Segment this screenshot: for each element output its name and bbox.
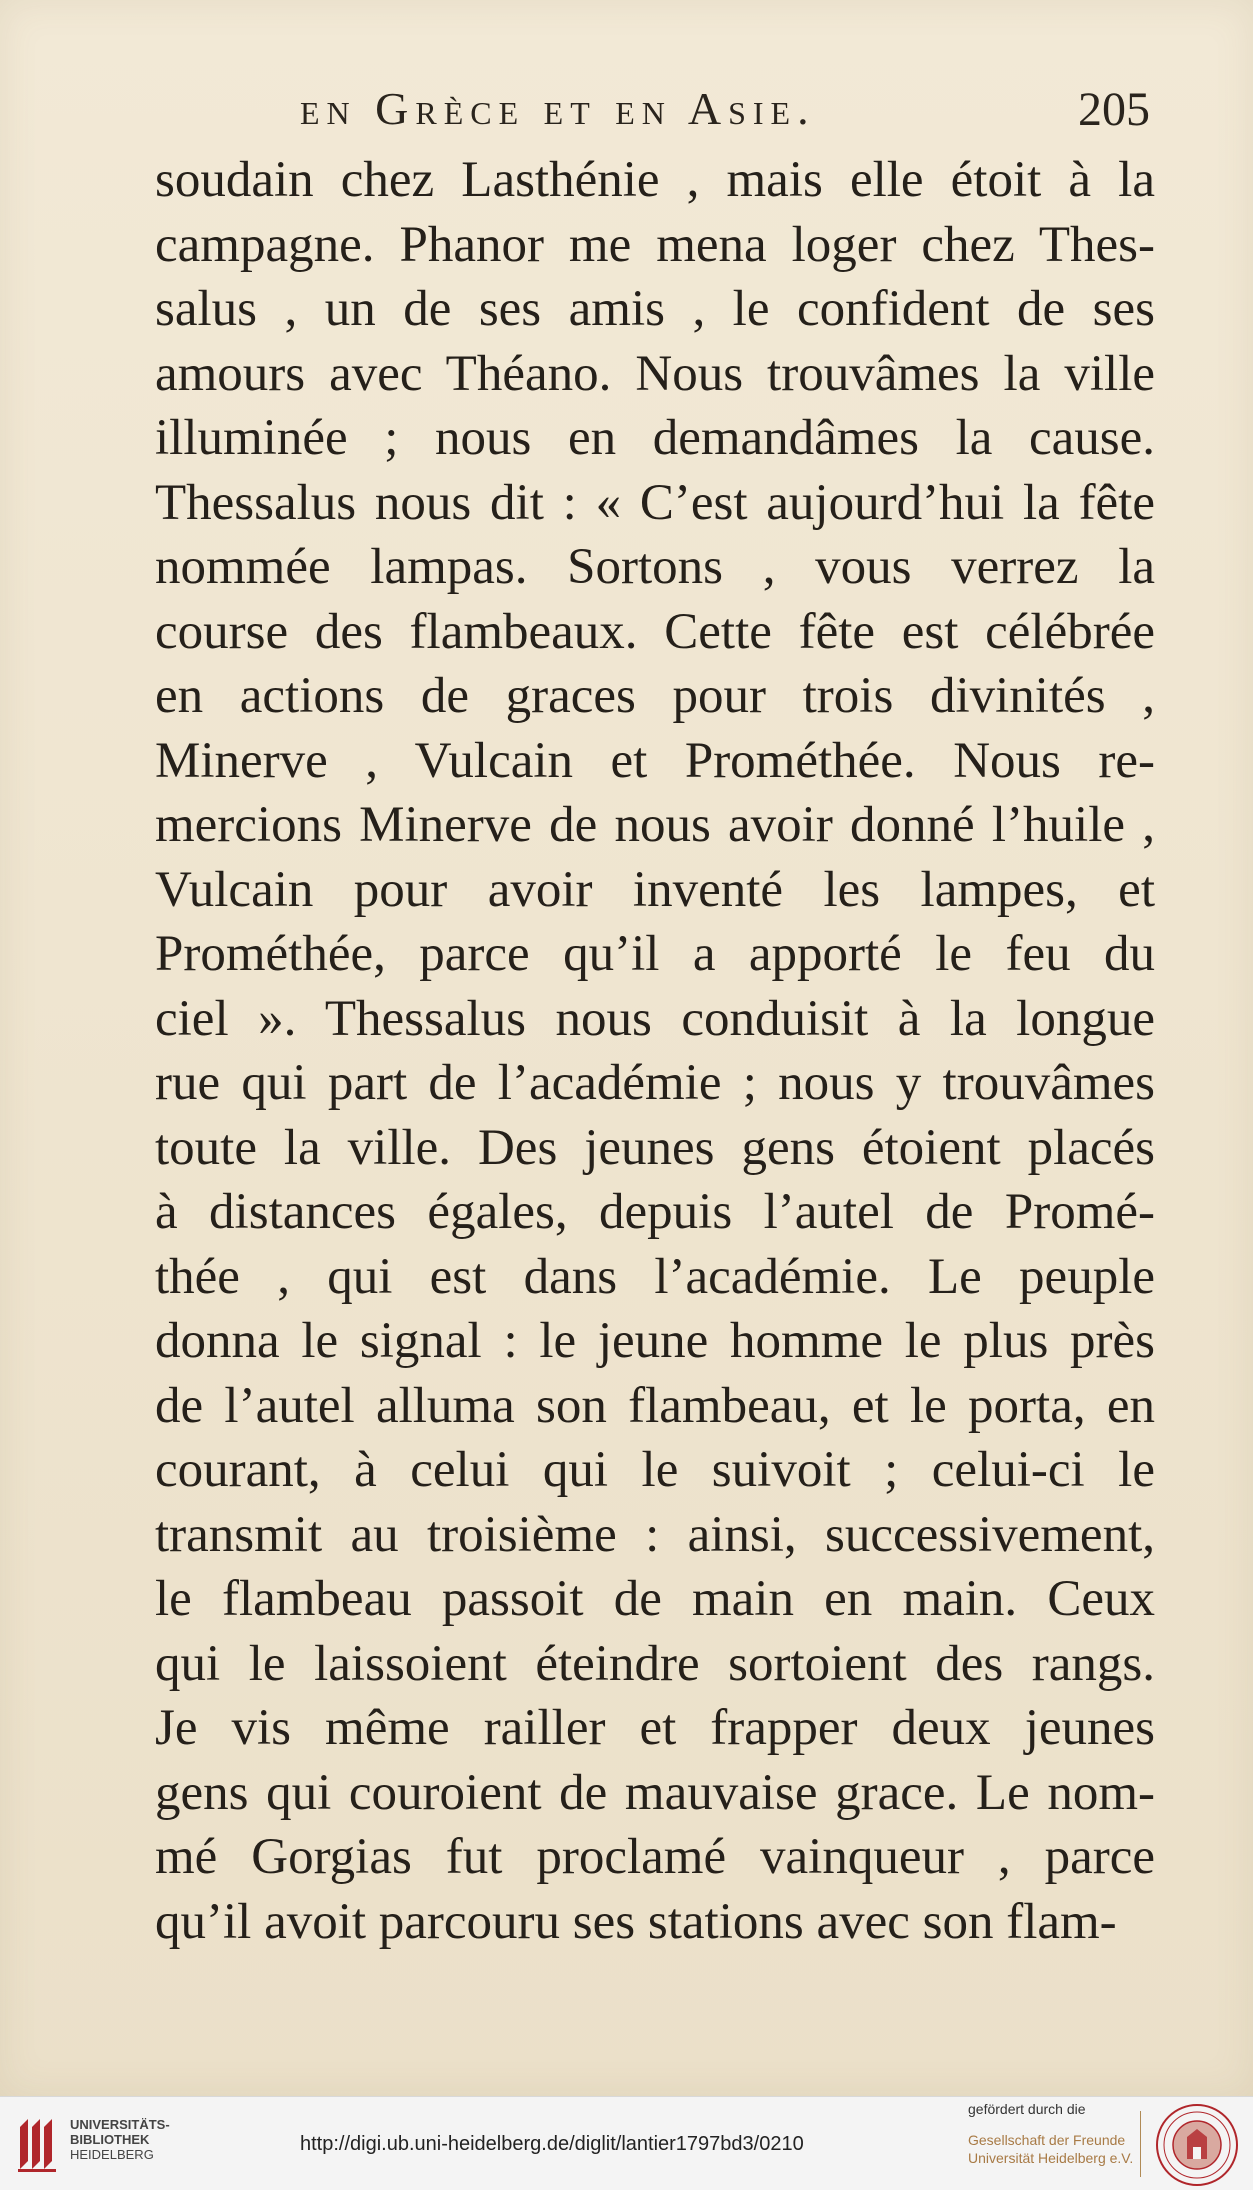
text-line: Vulcain pour avoir inventé les lampes, et bbox=[155, 861, 1155, 918]
text-line: courant, à celui qui le suivoit ; celui-ci le bbox=[155, 1442, 1155, 1498]
text-line: de l’autel alluma son flambeau, et le porta, en bbox=[155, 1377, 1155, 1434]
footer-bar bbox=[0, 2096, 1253, 2190]
text-line: toute la ville. Des jeunes gens étoient placés bbox=[155, 1119, 1155, 1176]
text-line: gens qui couroient de mauvaise grace. Le nom- bbox=[155, 1764, 1155, 1821]
text-line: salus , un de ses amis , le confident de ses bbox=[155, 281, 1155, 337]
running-head bbox=[300, 82, 1180, 142]
text-line: Je vis même railler et frapper deux jeunes bbox=[155, 1700, 1155, 1756]
page-number: 205 bbox=[1078, 83, 1150, 136]
library-logo-icon bbox=[14, 2113, 62, 2175]
sponsor-label: gefördert durch die bbox=[968, 2101, 1086, 2117]
running-head-title: en Grèce et en Asie. bbox=[300, 83, 816, 134]
library-name-line: HEIDELBERG bbox=[70, 2147, 154, 2162]
text-line: illuminée ; nous en demandâmes la cause. bbox=[155, 410, 1155, 466]
text-line: donna le signal : le jeune homme le plus près bbox=[155, 1313, 1155, 1369]
text-line: qui le laissoient éteindre sortoient des rangs. bbox=[155, 1635, 1155, 1692]
library-name-line: UNIVERSITÄTS- bbox=[70, 2117, 170, 2132]
text-line: course des flambeaux. Cette fête est célébrée bbox=[155, 603, 1155, 660]
text-line: le flambeau passoit de main en main. Ceux bbox=[155, 1571, 1155, 1627]
text-line: à distances égales, depuis l’autel de Promé- bbox=[155, 1184, 1155, 1240]
text-line: mercions Minerve de nous avoir donné l’huile , bbox=[155, 797, 1155, 853]
body-text bbox=[155, 148, 1155, 1954]
text-line: soudain chez Lasthénie , mais elle étoit à la bbox=[155, 152, 1155, 208]
text-line: amours avec Théano. Nous trouvâmes la ville bbox=[155, 345, 1155, 402]
text-line: en actions de graces pour trois divinités , bbox=[155, 668, 1155, 724]
divider bbox=[1140, 2111, 1141, 2177]
university-seal-icon bbox=[1155, 2103, 1239, 2187]
text-line: Thessalus nous dit : « C’est aujourd’hui la fête bbox=[155, 474, 1155, 531]
text-line: Prométhée, parce qu’il a apporté le feu du bbox=[155, 926, 1155, 982]
permalink-url[interactable]: http://digi.ub.uni-heidelberg.de/diglit/lantier1797bd3/0210 bbox=[300, 2133, 804, 2155]
text-line: thée , qui est dans l’académie. Le peuple bbox=[155, 1248, 1155, 1305]
sponsor-name bbox=[968, 2131, 1168, 2167]
sponsor-name-line: Universität Heidelberg e.V. bbox=[968, 2150, 1134, 2166]
text-line: rue qui part de l’académie ; nous y trouvâmes bbox=[155, 1055, 1155, 1111]
text-line: transmit au troisième : ainsi, successivement, bbox=[155, 1506, 1155, 1563]
text-line: qu’il avoit parcouru ses stations avec son flam- bbox=[155, 1893, 1117, 1950]
text-line: nommée lampas. Sortons , vous verrez la bbox=[155, 539, 1155, 595]
text-line: Minerve , Vulcain et Prométhée. Nous re- bbox=[155, 732, 1155, 789]
text-line: mé Gorgias fut proclamé vainqueur , parce bbox=[155, 1829, 1155, 1885]
text-line: ciel ». Thessalus nous conduisit à la longue bbox=[155, 990, 1155, 1047]
text-line: campagne. Phanor me mena loger chez Thes- bbox=[155, 216, 1155, 273]
library-name bbox=[70, 2117, 220, 2162]
sponsor-name-line: Gesellschaft der Freunde bbox=[968, 2132, 1126, 2148]
library-name-line: BIBLIOTHEK bbox=[70, 2132, 150, 2147]
